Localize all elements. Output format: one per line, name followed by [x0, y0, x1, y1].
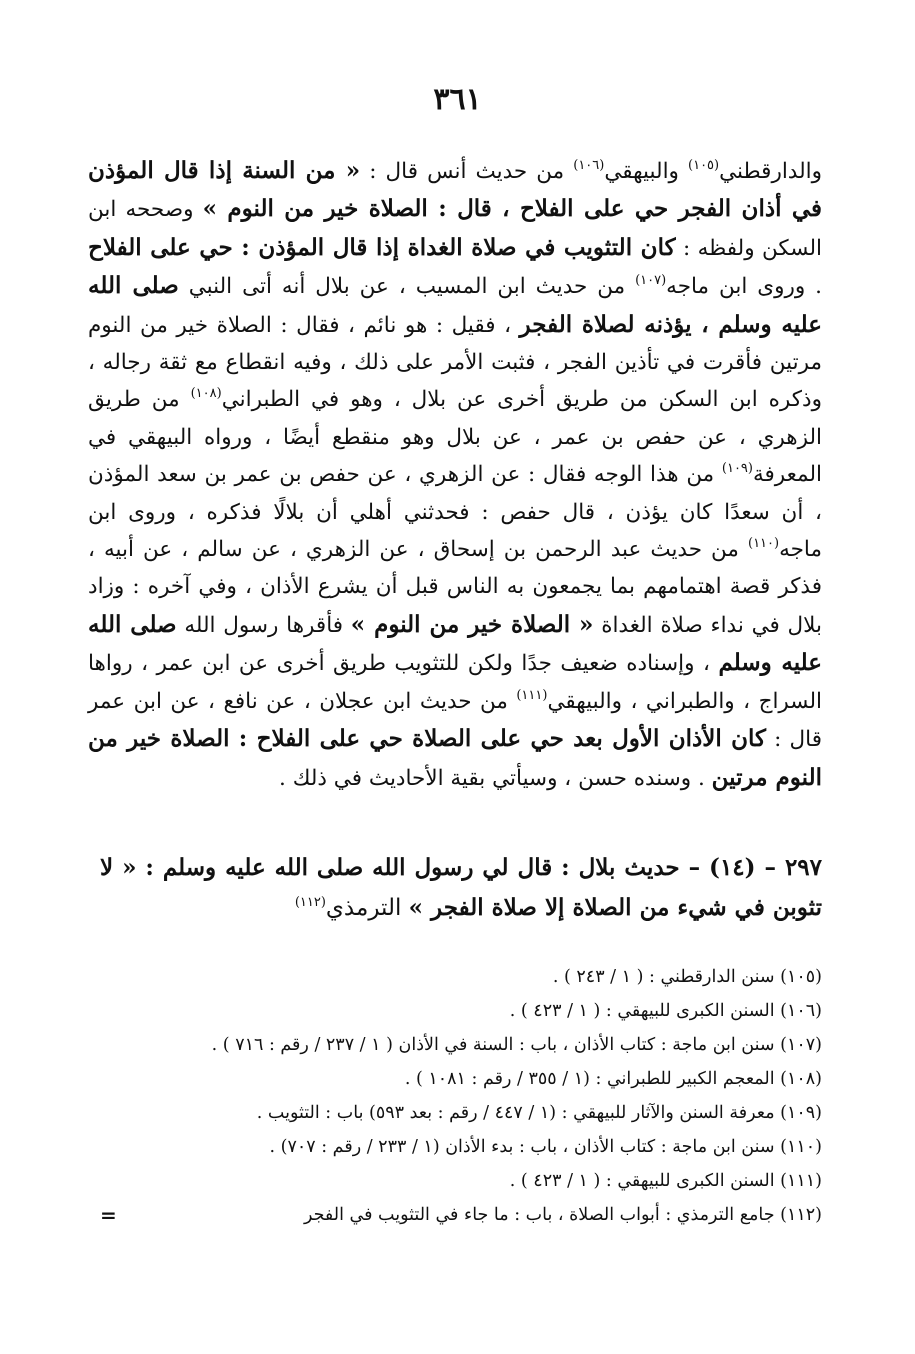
bold-quote: « الصلاة خير من النوم »: [350, 610, 594, 638]
footnote-ref-109[interactable]: (١٠٩): [721, 461, 753, 477]
bold-quote: كان التثويب في صلاة الغداة إذا قال المؤذن : حي على الفلاح: [88, 233, 676, 261]
footnote-ref-110[interactable]: (١١٠): [748, 536, 780, 552]
footnote-ref-107[interactable]: (١٠٧): [635, 273, 667, 289]
footnote-item: [100, 960, 822, 994]
footnote-ref-112[interactable]: (١١٢): [294, 895, 326, 910]
page-number: ٣٦١: [433, 82, 482, 117]
bold-quote: « من السنة إذا قال المؤذن في أذان الفجر حي على الفلاح ، قال : الصلاة خير من النوم »: [88, 157, 823, 223]
bold-quote: كان الأذان الأول بعد حي على الصلاة حي على الفلاح : الصلاة خير من النوم مرتين: [88, 725, 822, 791]
text-run: من حديث أنس قال :: [360, 159, 574, 184]
main-paragraph: [88, 152, 822, 797]
bold-quote: صلى الله عليه وسلم: [88, 610, 823, 677]
footnote-text: (١١٠) سنن ابن ماجة : كتاب الأذان ، باب : بدء الأذان (١ / ٢٣٣ / رقم : ٧٠٧) .: [269, 1137, 822, 1157]
hadith-text: ٢٩٧ – (١٤) – حديث بلال : قال لي رسول الله صلى الله عليه وسلم : « لا تثوبن في شيء من الصلاة إلا صلاة الفجر »: [100, 854, 822, 921]
footnote-text: (١٠٨) المعجم الكبير للطبراني : (١ / ٣٥٥ / رقم : ١٠٨١ ) .: [404, 1069, 822, 1089]
text-run: والبيهقي: [604, 159, 689, 184]
footnote-text: (١٠٩) معرفة السنن والآثار للبيهقي : (١ / ٤٤٧ / رقم : بعد ٥٩٣) باب : التثويب .: [256, 1103, 822, 1123]
footnote-ref-106[interactable]: (١٠٦): [573, 158, 605, 173]
text-run: وصححه ابن السكن ولفظه :: [88, 197, 822, 261]
footnote-item: [100, 1198, 822, 1232]
text-run: ، فقيل : هو نائم ، فقال : الصلاة خير من النوم مرتين فأقرت في تأذين الفجر ، فثبت الأمر على ذلك ، وفيه انقطاع مع ثقة رجاله ، وذكره ابن السكن من طريق أخرى عن بلال ، وهو في الطبراني: [88, 312, 822, 413]
footnote-item: [100, 994, 822, 1028]
footnote-text: (١١١) السنن الكبرى للبيهقي : ( ١ / ٤٢٣ ) .: [509, 1171, 822, 1191]
footnote-text: (١٠٥) سنن الدارقطني : ( ١ / ٢٤٣ ) .: [552, 967, 822, 987]
text-run: فأقرها رسول الله: [176, 612, 351, 638]
footnote-item: [100, 1096, 822, 1130]
text-run: من حديث ابن المسيب ، عن بلال أنه أتى النبي: [178, 274, 636, 300]
footnote-text: (١٠٧) سنن ابن ماجة : كتاب الأذان ، باب : السنة في الأذان ( ١ / ٢٣٧ / رقم : ٧١٦ ) .: [211, 1035, 822, 1055]
text-run: والدارقطني: [719, 159, 822, 184]
footnote-item: [100, 1028, 822, 1062]
continuation-mark: =: [100, 1203, 117, 1227]
text-run: من هذا الوجه فقال : عن الزهري ، عن حفص بن عمر بن سعد المؤذن ، أن سعدًا كان يؤذن ، قال حفص : فحدثني أهلي أن بلالًا فذكره ، وروى ابن ماجه: [88, 462, 822, 563]
text-run: من حديث ابن عجلان ، عن نافع ، عن ابن عمر قال :: [88, 688, 822, 753]
footnote-text: (١١٢) جامع الترمذي : أبواب الصلاة ، باب : ما جاء في التثويب في الفجر: [303, 1205, 822, 1225]
text-run: . وروى ابن ماجه: [666, 274, 823, 300]
footnote-ref-111[interactable]: (١١١): [516, 687, 548, 703]
footnote-item: [100, 1164, 822, 1198]
footnote-item: [100, 1130, 822, 1164]
hadith-source: الترمذي: [325, 895, 409, 921]
footnote-text: (١٠٦) السنن الكبرى للبيهقي : ( ١ / ٤٢٣ ) .: [509, 1001, 822, 1021]
bold-quote: صلى الله عليه وسلم ، يؤذنه لصلاة الفجر: [88, 272, 822, 338]
hadith-entry: [100, 848, 822, 928]
text-run: ، وإسناده ضعيف جدًا ولكن للتثويب طريق أخرى عن ابن عمر ، رواها السراج ، والطبراني ، والبيهقي: [88, 651, 822, 714]
footnotes-list: [100, 960, 822, 1232]
footnote-item: [100, 1062, 822, 1096]
footnote-ref-108[interactable]: (١٠٨): [190, 386, 222, 402]
text-run: . وسنده حسن ، وسيأتي بقية الأحاديث في ذلك .: [279, 765, 712, 791]
text-run: من طريق الزهري ، عن حفص بن عمر ، عن بلال وهو منقطع أيضًا ، ورواه البيهقي في المعرفة: [88, 387, 822, 488]
footnote-ref-105[interactable]: (١٠٥): [688, 158, 720, 173]
text-run: من حديث عبد الرحمن بن إسحاق ، عن الزهري ، عن سالم ، عن أبيه ، فذكر قصة اهتمامهم بما يجمعون به الناس قبل أن يشرع الأذان ، وفي آخره : وزاد بلال في نداء صلاة الغداة: [88, 537, 822, 638]
